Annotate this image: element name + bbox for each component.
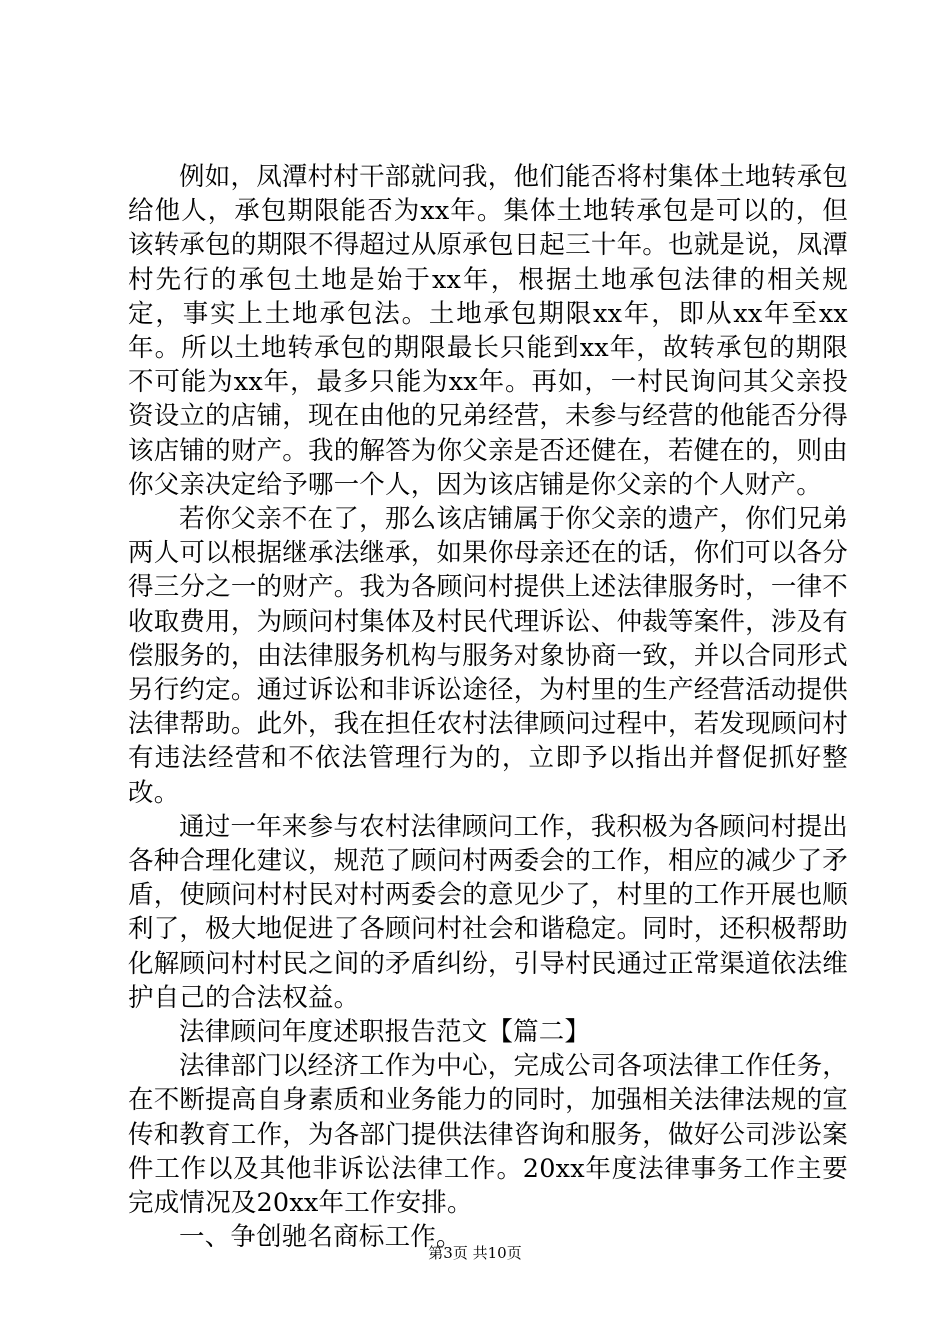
paragraph-legal-department: 法律部门以经济工作为中心，完成公司各项法律工作任务，在不断提高自身素质和业务能力的同时，加强相关法律法规的宣传和教育工作，为各部门提供法律咨询和服务，做好公司涉讼案件工作以及其他非诉讼法律工作。20xx年度法律事务工作主要完成情况及20xx年工作安排。 — [128, 1051, 848, 1219]
page-number-footer: 第3页 共10页 — [428, 1244, 522, 1262]
subheading-famous-trademark: 一、争创驰名商标工作。 — [179, 1222, 462, 1253]
document-body — [128, 160, 848, 1255]
section-heading-part-two: 法律顾问年度述职报告范文【篇二】 — [179, 1017, 591, 1048]
paragraph-village-land-example: 例如，凤潭村村干部就问我，他们能否将村集体土地转承包给他人，承包期限能否为xx年。集体土地转承包是可以的，但该转承包的期限不得超过从原承包日起三十年。也就是说，凤潭村先行的承包土地是始于xx年，根据土地承包法律的相关规定，事实上土地承包法。土地承包期限xx年，即从xx年至xx年。所以土地转承包的期限最长只能到xx年，故转承包的期限不可能为xx年，最多只能为xx年。再如，一村民询问其父亲投资设立的店铺，现在由他的兄弟经营，未参与经营的他能否分得该店铺的财产。我的解答为你父亲是否还健在，若健在的，则由你父亲决定给予哪一个人，因为该店铺是你父亲的个人财产。 — [128, 162, 848, 500]
paragraph-inheritance-services: 若你父亲不在了，那么该店铺属于你父亲的遗产，你们兄弟两人可以根据继承法继承，如果你母亲还在的话，你们可以各分得三分之一的财产。我为各顾问村提供上述法律服务时，一律不收取费用，为顾问村集体及村民代理诉讼、仲裁等案件，涉及有偿服务的，由法律服务机构与服务对象协商一致，并以合同形式另行约定。通过诉讼和非诉讼途径，为村里的生产经营活动提供法律帮助。此外，我在担任农村法律顾问过程中，若发现顾问村有违法经营和不依法管理行为的，立即予以指出并督促抓好整改。 — [128, 504, 848, 808]
paragraph-year-summary: 通过一年来参与农村法律顾问工作，我积极为各顾问村提出各种合理化建议，规范了顾问村两委会的工作，相应的减少了矛盾，使顾问村村民对村两委会的意见少了，村里的工作开展也顺利了，极大地促进了各顾问村社会和谐稳定。同时，还积极帮助化解顾问村村民之间的矛盾纠纷，引导村民通过正常渠道依法维护自己的合法权益。 — [128, 811, 848, 1013]
